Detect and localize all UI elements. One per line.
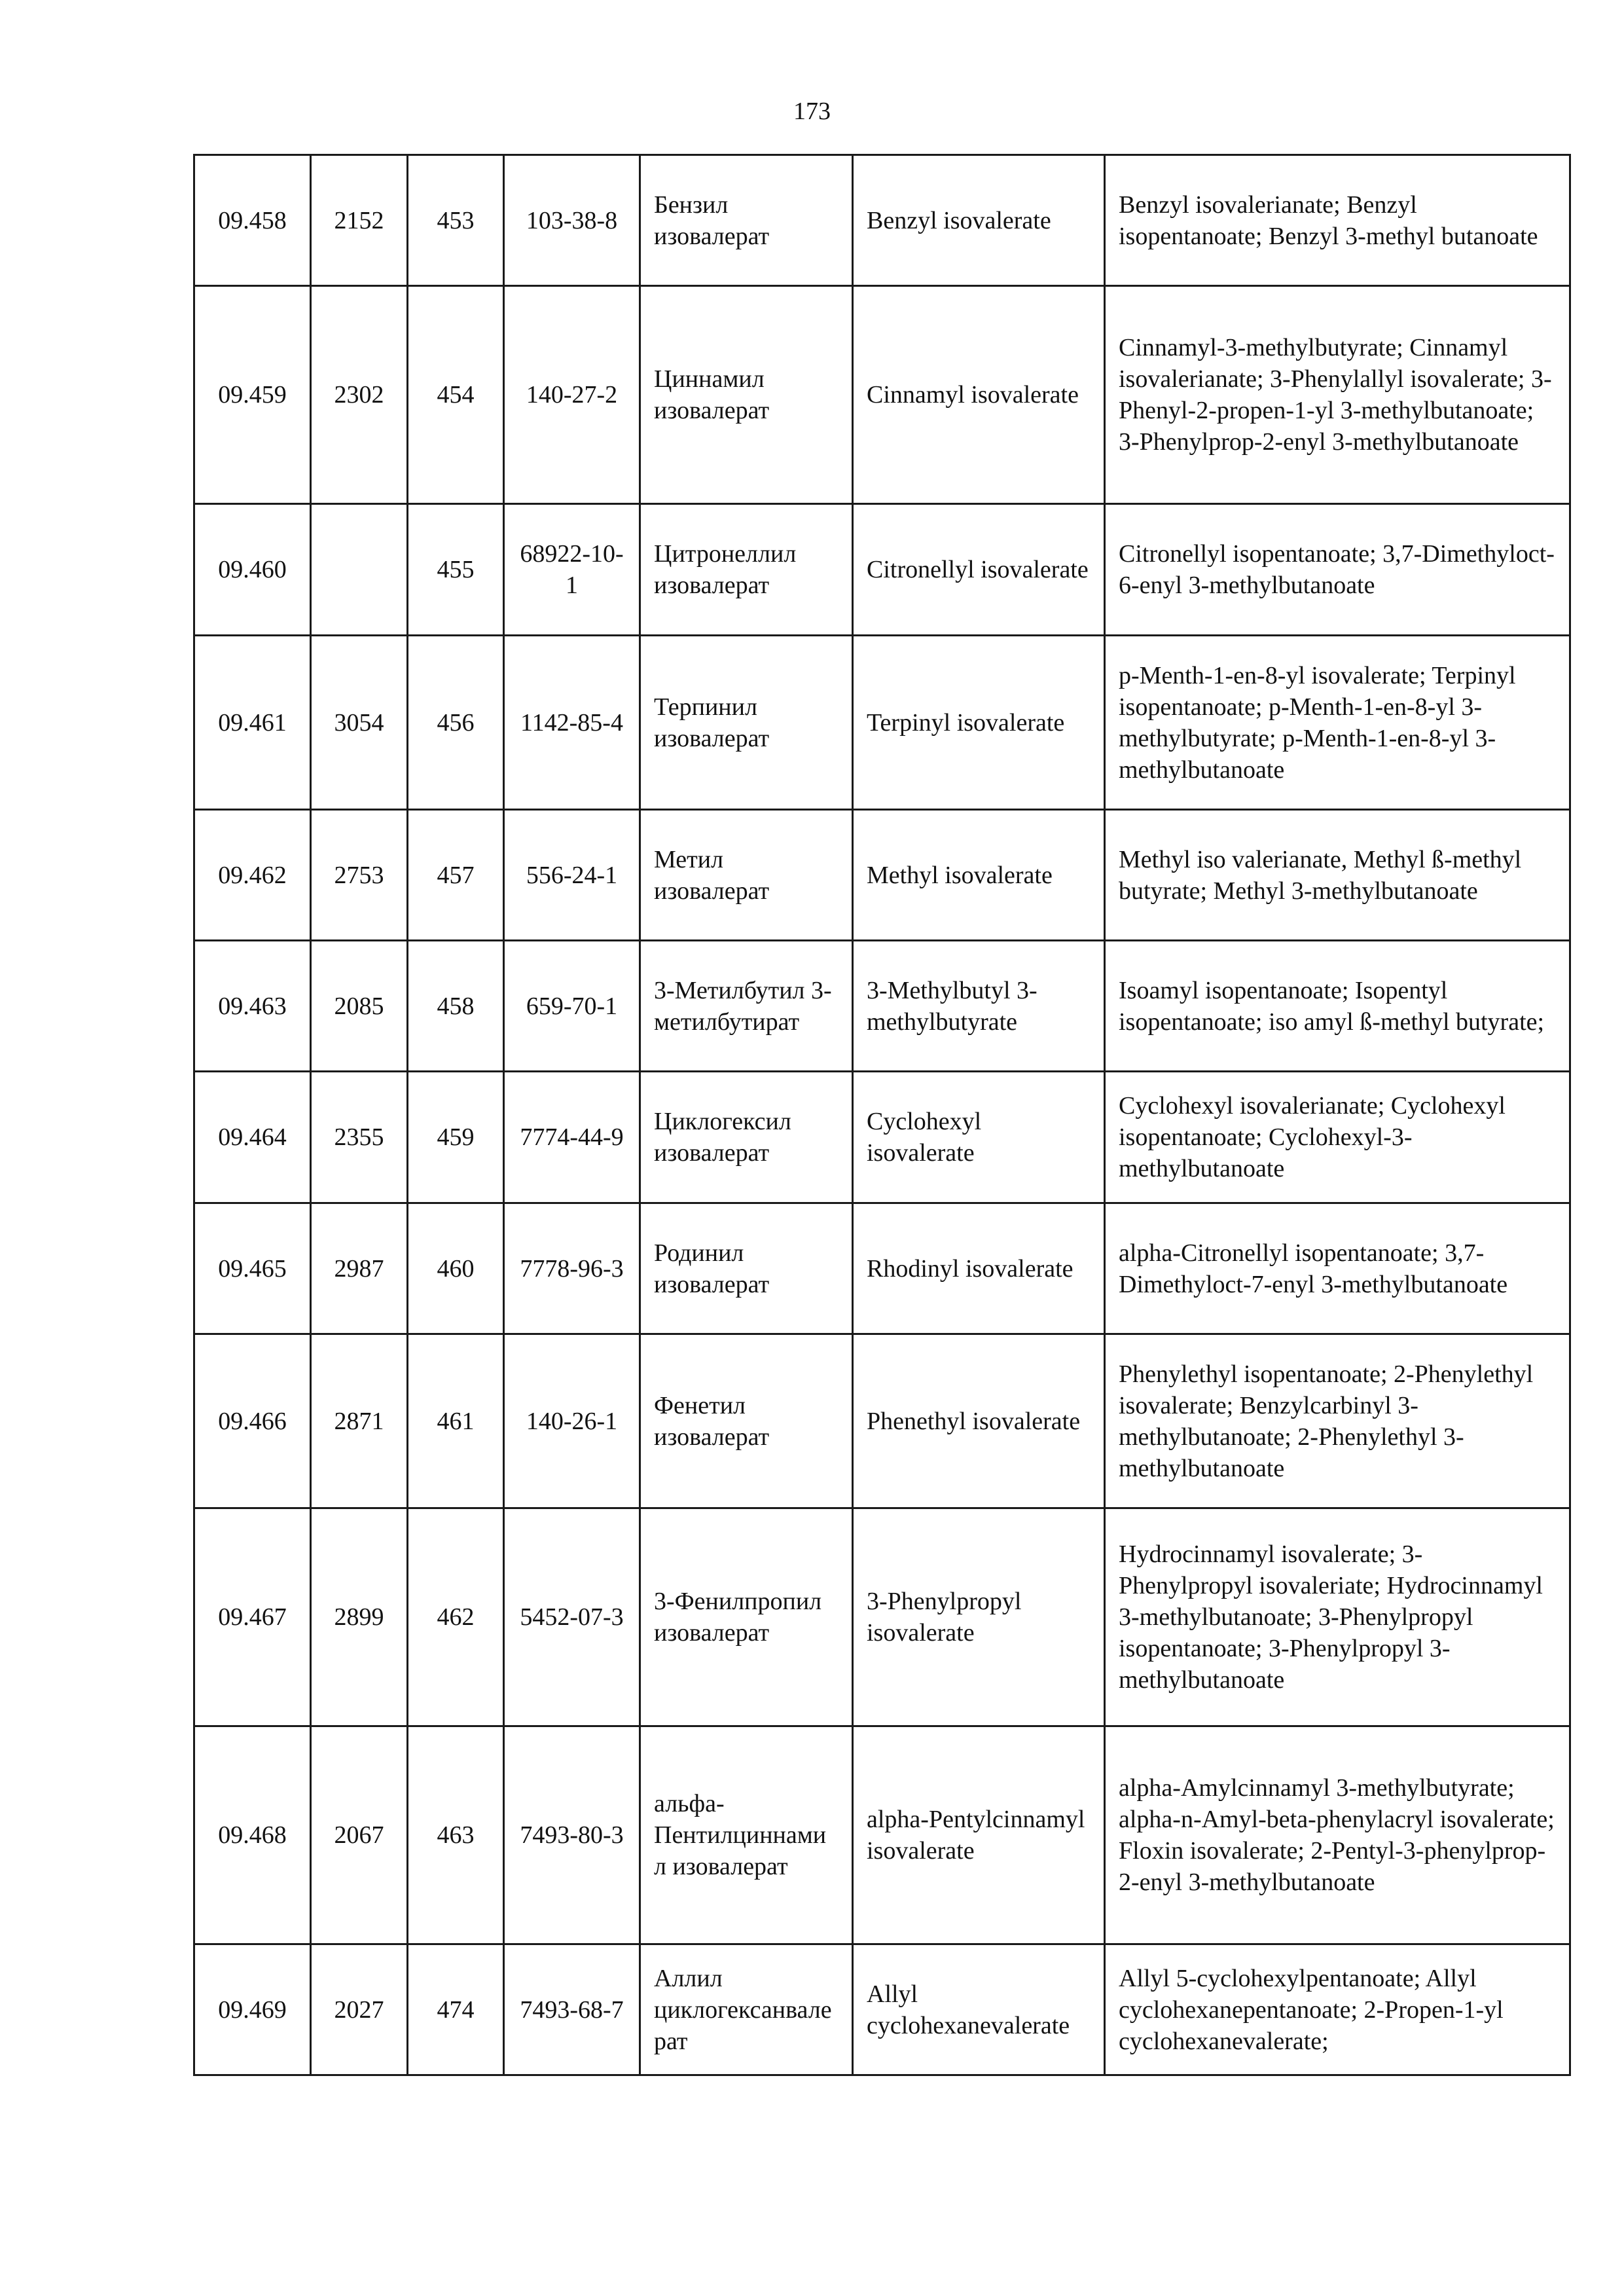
cell-col2: 3054 [311,636,408,810]
table-row [194,1726,1570,1944]
cell-col3: 460 [408,1203,504,1334]
cell-name-en: 3-Phenylpropyl isovalerate [853,1508,1105,1726]
cell-name-en: alpha-Pentylcinnamyl isovalerate [853,1726,1105,1944]
cell-name-ru: Цитронеллил изовалерат [640,504,853,636]
cell-synonyms: Cinnamyl-3-methylbutyrate; Cinnamyl isovalerianate; 3-Phenylallyl isovalerate; 3-Phenyl-2-propen-1-yl 3-methylbutanoate; 3-Phenylprop-2-enyl 3-methylbutanoate [1105,286,1570,504]
cell-name-ru: 3-Метилбутил 3-метилбутират [640,941,853,1072]
cell-col2: 2987 [311,1203,408,1334]
cell-col3: 474 [408,1944,504,2075]
cell-name-ru: Метил изовалерат [640,810,853,941]
cell-name-en: Phenethyl isovalerate [853,1334,1105,1508]
cell-col3: 454 [408,286,504,504]
cell-col2: 2067 [311,1726,408,1944]
cell-synonyms: p-Menth-1-en-8-yl isovalerate; Terpinyl isopentanoate; p-Menth-1-en-8-yl 3-methylbutyrate; p-Menth-1-en-8-yl 3-methylbutanoate [1105,636,1570,810]
cell-name-ru: Терпинил изовалерат [640,636,853,810]
cell-col2: 2027 [311,1944,408,2075]
table-row [194,1203,1570,1334]
cell-col2 [311,504,408,636]
cell-col3: 459 [408,1072,504,1203]
cell-cas: 68922-10-1 [504,504,640,636]
cell-name-ru: Родинил изовалерат [640,1203,853,1334]
cell-code: 09.469 [194,1944,311,2075]
cell-code: 09.462 [194,810,311,941]
cell-name-en: Citronellyl isovalerate [853,504,1105,636]
cell-col2: 2899 [311,1508,408,1726]
cell-cas: 140-27-2 [504,286,640,504]
cell-col3: 462 [408,1508,504,1726]
cell-code: 09.463 [194,941,311,1072]
cell-synonyms: Methyl iso valerianate, Methyl ß-methyl butyrate; Methyl 3-methylbutanoate [1105,810,1570,941]
cell-col2: 2871 [311,1334,408,1508]
cell-col3: 463 [408,1726,504,1944]
cell-col2: 2355 [311,1072,408,1203]
cell-col2: 2152 [311,155,408,286]
page-number: 173 [793,98,831,125]
cell-col3: 457 [408,810,504,941]
cell-synonyms: Hydrocinnamyl isovalerate; 3-Phenylpropyl isovaleriate; Hydrocinnamyl 3-methylbutanoate; 3-Phenylpropyl isopentanoate; 3-Phenylpropyl 3-methylbutanoate [1105,1508,1570,1726]
cell-name-en: Benzyl isovalerate [853,155,1105,286]
cell-cas: 659-70-1 [504,941,640,1072]
cell-name-en: Methyl isovalerate [853,810,1105,941]
cell-cas: 7778-96-3 [504,1203,640,1334]
table-row [194,1334,1570,1508]
table-row [194,1072,1570,1203]
cell-col3: 456 [408,636,504,810]
cell-code: 09.466 [194,1334,311,1508]
cell-code: 09.467 [194,1508,311,1726]
cell-name-en: Rhodinyl isovalerate [853,1203,1105,1334]
cell-name-ru: 3-Фенилпропил изовалерат [640,1508,853,1726]
table-row [194,504,1570,636]
cell-col2: 2302 [311,286,408,504]
cell-synonyms: Citronellyl isopentanoate; 3,7-Dimethyloct-6-enyl 3-methylbutanoate [1105,504,1570,636]
substance-table [193,154,1571,2076]
cell-name-en: Terpinyl isovalerate [853,636,1105,810]
cell-cas: 7493-68-7 [504,1944,640,2075]
table-row [194,636,1570,810]
cell-name-ru: альфа-Пентилциннамил изовалерат [640,1726,853,1944]
cell-name-ru: Фенетил изовалерат [640,1334,853,1508]
cell-synonyms: Cyclohexyl isovalerianate; Cyclohexyl isopentanoate; Cyclohexyl-3-methylbutanoate [1105,1072,1570,1203]
cell-cas: 103-38-8 [504,155,640,286]
cell-code: 09.464 [194,1072,311,1203]
cell-col2: 2085 [311,941,408,1072]
cell-cas: 1142-85-4 [504,636,640,810]
cell-cas: 556-24-1 [504,810,640,941]
table-row [194,941,1570,1072]
cell-col3: 455 [408,504,504,636]
cell-synonyms: Isoamyl isopentanoate; Isopentyl isopentanoate; iso amyl ß-methyl butyrate; [1105,941,1570,1072]
cell-cas: 7774-44-9 [504,1072,640,1203]
table-row [194,286,1570,504]
cell-cas: 7493-80-3 [504,1726,640,1944]
cell-code: 09.458 [194,155,311,286]
cell-col3: 461 [408,1334,504,1508]
cell-name-ru: Аллил циклогексанвалерат [640,1944,853,2075]
cell-name-ru: Бензил изовалерат [640,155,853,286]
cell-synonyms: Allyl 5-cyclohexylpentanoate; Allyl cyclohexanepentanoate; 2-Propen-1-yl cyclohexanevalerate; [1105,1944,1570,2075]
cell-code: 09.459 [194,286,311,504]
cell-synonyms: alpha-Amylcinnamyl 3-methylbutyrate; alpha-n-Amyl-beta-phenylacryl isovalerate; Floxin isovalerate; 2-Pentyl-3-phenylprop-2-enyl 3-methylbutanoate [1105,1726,1570,1944]
cell-cas: 5452-07-3 [504,1508,640,1726]
cell-col2: 2753 [311,810,408,941]
cell-synonyms: Benzyl isovalerianate; Benzyl isopentanoate; Benzyl 3-methyl butanoate [1105,155,1570,286]
cell-name-en: Cyclohexyl isovalerate [853,1072,1105,1203]
cell-name-en: Cinnamyl isovalerate [853,286,1105,504]
cell-name-en: 3-Methylbutyl 3-methylbutyrate [853,941,1105,1072]
cell-col3: 458 [408,941,504,1072]
table-row [194,810,1570,941]
cell-col3: 453 [408,155,504,286]
table-row [194,1944,1570,2075]
cell-code: 09.460 [194,504,311,636]
cell-synonyms: alpha-Citronellyl isopentanoate; 3,7-Dimethyloct-7-enyl 3-methylbutanoate [1105,1203,1570,1334]
cell-cas: 140-26-1 [504,1334,640,1508]
cell-synonyms: Phenylethyl isopentanoate; 2-Phenylethyl isovalerate; Benzylcarbinyl 3-methylbutanoate; 2-Phenylethyl 3-methylbutanoate [1105,1334,1570,1508]
cell-code: 09.461 [194,636,311,810]
table-row [194,155,1570,286]
cell-code: 09.465 [194,1203,311,1334]
cell-code: 09.468 [194,1726,311,1944]
cell-name-ru: Циннамил изовалерат [640,286,853,504]
cell-name-en: Allyl cyclohexanevalerate [853,1944,1105,2075]
table-row [194,1508,1570,1726]
cell-name-ru: Циклогексил изовалерат [640,1072,853,1203]
